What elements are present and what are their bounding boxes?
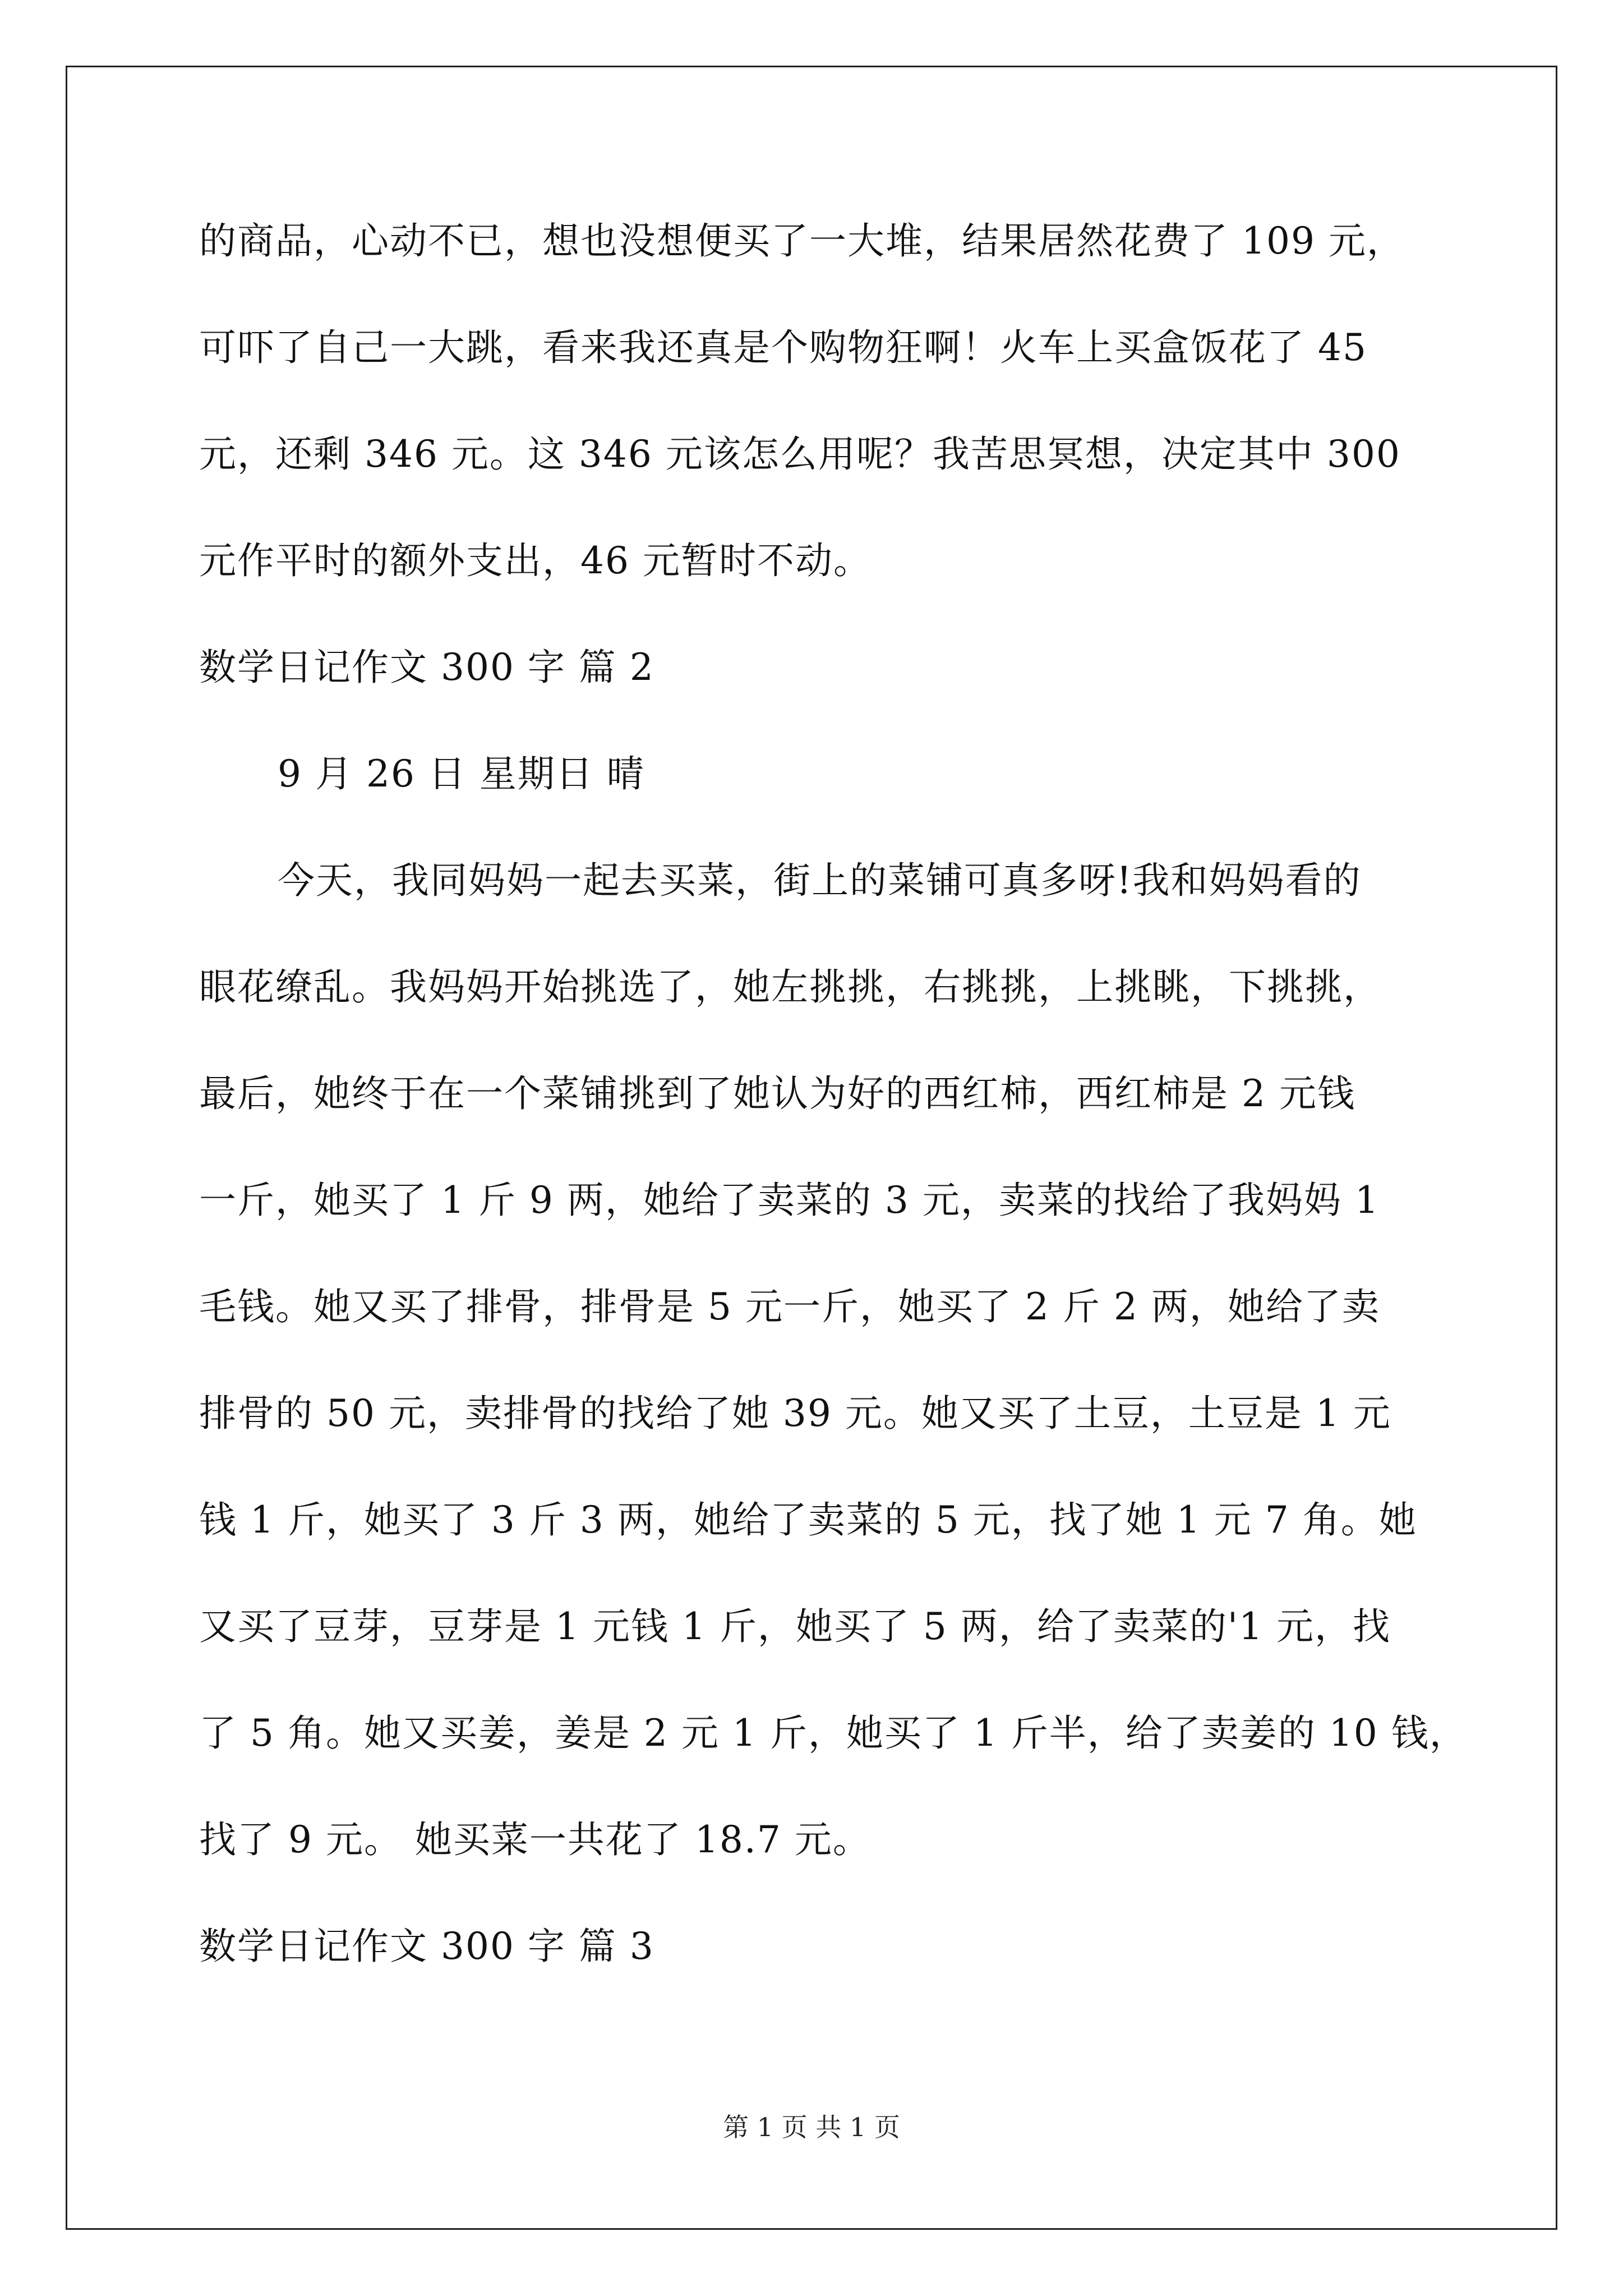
page-footer: 第 1 页 共 1 页 xyxy=(723,2112,900,2142)
paragraph-2 xyxy=(199,827,1468,1893)
paragraph-line: 最后，她终于在一个菜铺挑到了她认为好的西红柿，西红柿是 2 元钱 xyxy=(199,1072,1355,1115)
paragraph-line: 了 5 角。她又买姜，姜是 2 元 1 斤，她买了 1 斤半，给了卖姜的 10 钱， xyxy=(199,1711,1468,1755)
paragraph-line: 的商品，心动不已，想也没想便买了一大堆，结果居然花费了 109 元， xyxy=(199,219,1405,263)
paragraph-1 xyxy=(199,188,1450,614)
paragraph-line: 找了 9 元。 她买菜一共花了 18.7 元。 xyxy=(199,1818,871,1861)
document-body xyxy=(199,188,1468,2000)
paragraph-line: 元作平时的额外支出，46 元暂时不动。 xyxy=(199,539,872,582)
paragraph-line: 毛钱。她又买了排骨，排骨是 5 元一斤，她买了 2 斤 2 两，她给了卖 xyxy=(199,1285,1380,1328)
paragraph-line: 元，还剩 346 元。这 346 元该怎么用呢？我苦思冥想，决定其中 300 xyxy=(199,432,1401,476)
paragraph-line: 眼花缭乱。我妈妈开始挑选了，她左挑挑，右挑挑，上挑眺，下挑挑， xyxy=(199,965,1381,1009)
paragraph-line: 一斤，她买了 1 斤 9 两，她给了卖菜的 3 元，卖菜的找给了我妈妈 1 xyxy=(199,1179,1380,1222)
paragraph-line: 钱 1 斤，她买了 3 斤 3 两，她给了卖菜的 5 元，找了她 1 元 7 角。她 xyxy=(199,1498,1417,1542)
paragraph-line: 可吓了自己一大跳，看来我还真是个购物狂啊！火车上买盒饭花了 45 xyxy=(199,326,1367,369)
section-heading-2: 数学日记作文 300 字 篇 2 xyxy=(199,646,654,689)
date-line: 9 月 26 日 星期日 晴 xyxy=(278,752,645,795)
paragraph-line: 排骨的 50 元，卖排骨的找给了她 39 元。她又买了土豆，土豆是 1 元 xyxy=(199,1392,1391,1435)
section-heading-3: 数学日记作文 300 字 篇 3 xyxy=(199,1925,654,1968)
paragraph-line: 今天，我同妈妈一起去买菜，街上的菜铺可真多呀!我和妈妈看的 xyxy=(278,859,1362,902)
paragraph-line: 又买了豆芽，豆芽是 1 元钱 1 斤，她买了 5 两，给了卖菜的'1 元，找 xyxy=(199,1605,1391,1648)
